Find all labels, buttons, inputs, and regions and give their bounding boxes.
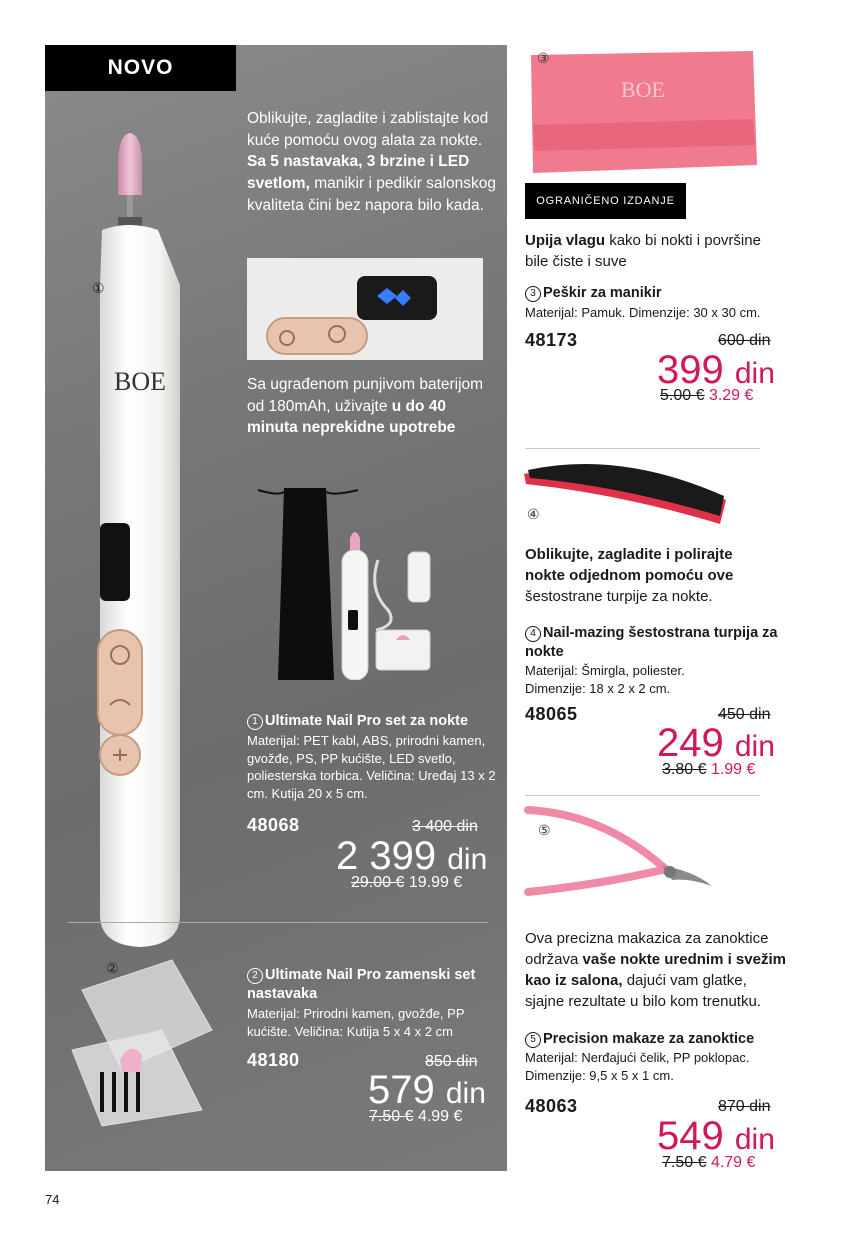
product-2-material: Materijal: Prirodni kamen, gvožđe, PP kućište. Veličina: Kutija 5 x 4 x 2 cm xyxy=(247,1006,465,1039)
product-3-code: 48173 xyxy=(525,330,578,350)
product-1-title-text: Ultimate Nail Pro set za nokte xyxy=(265,713,469,729)
product-2-price xyxy=(368,1070,486,1110)
product-4-eur-price xyxy=(662,761,755,779)
product-5-title-text: Precision makaze za zanoktice xyxy=(543,1031,755,1047)
product-1-price xyxy=(336,836,487,876)
product-3-title-text: Peškir za manikir xyxy=(543,285,662,301)
nail-kit-set-image xyxy=(248,480,438,680)
left-divider xyxy=(68,922,488,923)
product-5-price xyxy=(657,1116,775,1156)
limited-edition-label: OGRANIČENO IZDANJE xyxy=(536,195,675,207)
product-4-description xyxy=(525,544,765,607)
product-4-price-unit: din xyxy=(734,730,775,763)
marker-2: ② xyxy=(106,960,119,976)
device-control-closeup-image xyxy=(247,258,483,360)
product-5-old-eur: 7.50 € xyxy=(662,1154,707,1171)
product-4-title xyxy=(525,624,790,662)
product-3-price-value: 399 xyxy=(657,348,724,392)
replacement-bits-box-image xyxy=(62,940,222,1130)
product-3-old-eur: 5.00 € xyxy=(660,387,705,404)
product-1-material: Materijal: PET kabl, ABS, prirodni kamen, gvožđe, PS, PP kućište, LED svetlo, poliesterska torbica. Veličina: Uređaj 13 x 2 cm. Kutija 20 x 5 cm. xyxy=(247,733,496,801)
product-4-old-eur: 3.80 € xyxy=(662,761,707,778)
manicure-towel-image xyxy=(525,45,760,183)
marker-5: ⑤ xyxy=(538,822,551,838)
product-5-old-price: 870 din xyxy=(718,1098,771,1115)
product-5-desc-bold: vaše nokte urednim i svežim kao iz salona, xyxy=(525,951,786,989)
product-1-eur: 19.99 € xyxy=(408,874,463,891)
product-4-old-price: 450 din xyxy=(718,706,771,723)
product-1-old-price: 3 400 din xyxy=(412,818,478,835)
svg-text:BOE: BOE xyxy=(114,367,166,396)
product-4-price-value: 249 xyxy=(657,721,724,765)
product-3-eur-price xyxy=(660,387,753,405)
product-2-title-text: Ultimate Nail Pro zamenski set nastavaka xyxy=(247,967,476,1002)
product-1-price-value: 2 399 xyxy=(336,834,437,878)
product-3-title xyxy=(525,284,785,303)
intro-description xyxy=(247,108,497,216)
product-5-material: Materijal: Nerđajući čelik, PP poklopac. Dimenzije: 9,5 x 5 x 1 cm. xyxy=(525,1050,750,1083)
limited-edition-badge xyxy=(525,183,686,219)
marker-4-inline: 4 xyxy=(525,626,541,642)
product-4-desc-bold: Oblikujte, zagladite i polirajte nokte odjednom pomoću ove xyxy=(525,546,734,584)
product-2-price-unit: din xyxy=(445,1077,486,1110)
product-3-desc-bold: Upija vlagu xyxy=(525,232,606,249)
product-3-description xyxy=(525,230,775,272)
product-1-title xyxy=(247,712,497,731)
product-2-title xyxy=(247,966,497,1004)
marker-2-inline: 2 xyxy=(247,968,263,984)
product-1-old-eur: 29.00 € xyxy=(351,874,405,891)
marker-4: ④ xyxy=(527,506,540,522)
product-3-price-unit: din xyxy=(734,357,775,390)
product-5-eur: 4.79 € xyxy=(710,1154,756,1171)
battery-text: Sa ugrađenom punjivom baterijom od 180mAh, uživajte xyxy=(247,376,484,415)
intro-text-2: manikir i pedikir salonskog kvaliteta čini bez napora bilo kada. xyxy=(247,175,496,214)
marker-5-inline: 5 xyxy=(525,1032,541,1048)
product-5-eur-price xyxy=(662,1154,755,1172)
intro-text-1: Oblikujte, zagladite i zablistajte kod kuće pomoću ovog alata za nokte. xyxy=(247,110,489,149)
product-3-desc-text: kako bi nokti i površine bile čiste i suve xyxy=(525,232,761,270)
product-4-price xyxy=(657,723,775,763)
product-4-eur: 1.99 € xyxy=(710,761,756,778)
battery-text-bold: u do 40 minuta neprekidne upotrebe xyxy=(247,397,456,437)
product-5-code: 48063 xyxy=(525,1096,578,1116)
product-3-price xyxy=(657,350,775,390)
product-5-price-unit: din xyxy=(734,1123,775,1156)
product-2-old-price: 850 din xyxy=(425,1053,478,1070)
product-2-code: 48180 xyxy=(247,1050,300,1070)
right-divider-1 xyxy=(525,448,760,449)
page-number: 74 xyxy=(45,1192,60,1207)
product-5-desc-text-1: Ova precizna makazica za zanoktice održava xyxy=(525,930,769,968)
product-4-code: 48065 xyxy=(525,704,578,724)
marker-1-inline: 1 xyxy=(247,714,263,730)
cuticle-nipper-image xyxy=(522,800,732,910)
new-badge-label: NOVO xyxy=(107,56,174,79)
product-2-old-eur: 7.50 € xyxy=(369,1108,414,1125)
product-1-price-unit: din xyxy=(447,843,488,876)
intro-text-bold: Sa 5 nastavaka, 3 brzine i LED svetlom, xyxy=(247,153,470,193)
product-4-title-text: Nail-mazing šestostrana turpija za nokte xyxy=(525,625,778,660)
marker-3-inline: 3 xyxy=(525,286,541,302)
product-2-eur: 4.99 € xyxy=(417,1108,463,1125)
product-3-material: Materijal: Pamuk. Dimenzije: 30 x 30 cm. xyxy=(525,305,761,320)
nail-drill-device-image xyxy=(80,125,200,955)
svg-text:BOE: BOE xyxy=(621,77,665,102)
product-3-eur: 3.29 € xyxy=(708,387,754,404)
nail-file-image xyxy=(520,460,730,530)
product-5-price-value: 549 xyxy=(657,1114,724,1158)
product-3-old-price: 600 din xyxy=(718,332,771,349)
product-5-title xyxy=(525,1030,790,1049)
product-4-desc-text: šestostrane turpije za nokte. xyxy=(525,588,713,605)
new-badge xyxy=(45,45,236,91)
product-2-price-value: 579 xyxy=(368,1068,435,1112)
marker-3: ③ xyxy=(537,50,550,66)
marker-1: ① xyxy=(92,280,105,296)
product-2-eur-price xyxy=(369,1108,462,1126)
product-1-eur-price xyxy=(351,874,462,892)
product-5-description xyxy=(525,928,790,1012)
product-1-code: 48068 xyxy=(247,815,300,835)
product-5-desc-text-2: dajući vam glatke, sjajne rezultate u bilo kom trenutku. xyxy=(525,972,761,1010)
battery-description xyxy=(247,374,497,439)
right-divider-2 xyxy=(525,795,760,796)
product-4-material: Materijal: Šmirgla, poliester. Dimenzije: 18 x 2 x 2 cm. xyxy=(525,663,685,696)
